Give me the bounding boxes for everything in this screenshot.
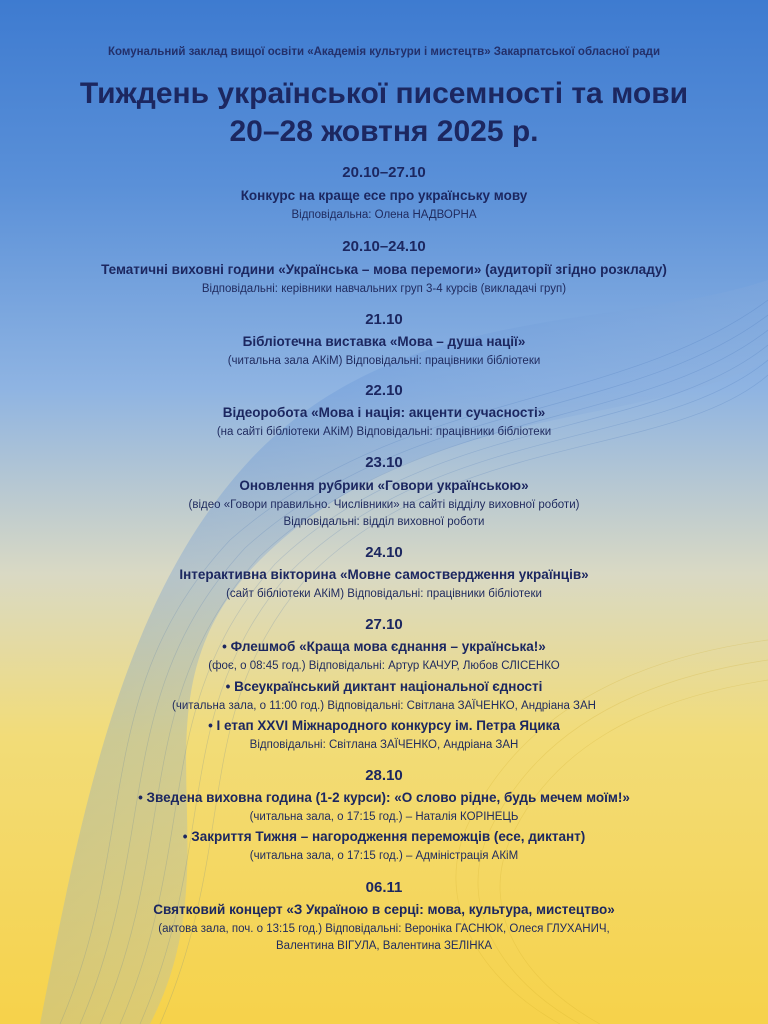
event-date: 06.11 [365, 879, 403, 896]
event-title: Відеоробота «Мова і нація: акценти сучасності» [222, 405, 546, 420]
event-details: (відео «Говори правильно. Числівники» на сайті відділу виховної роботи) [188, 499, 580, 511]
event-details: (на сайті бібліотеки АКіМ) Відповідальні: працівники бібліотеки [216, 426, 552, 438]
event-title: Оновлення рубрики «Говори українською» [239, 478, 529, 493]
event-details: Відповідальні: Світлана ЗАЇЧЕНКО, Андріана ЗАН [249, 739, 519, 751]
event-details: (актова зала, поч. о 13:15 год.) Відповідальні: Вероніка ГАСНЮК, Олеся ГЛУХАНИЧ, [158, 923, 610, 935]
event-title: Бібліотечна виставка «Мова – душа нації» [242, 334, 526, 349]
event-details: (сайт бібліотеки АКіМ) Відповідальні: працівники бібліотеки [226, 588, 542, 600]
event-details: (фоє, о 08:45 год.) Відповідальні: Артур КАЧУР, Любов СЛІСЕНКО [208, 660, 560, 672]
event-details: Валентина ВІГУЛА, Валентина ЗЕЛІНКА [276, 940, 492, 952]
event-date: 22.10 [365, 382, 403, 399]
event-title: Конкурс на краще есе про українську мову [240, 188, 528, 203]
event-title: • Закриття Тижня – нагородження переможців (есе, диктант) [182, 829, 586, 844]
event-date: 21.10 [365, 311, 403, 328]
event-title: Тематичні виховні години «Українська – мова перемоги» (аудиторії згідно розкладу) [101, 262, 667, 277]
event-title: • Флешмоб «Краща мова єднання – українська!» [222, 639, 546, 654]
poster-title: Тиждень української писемності та мови [79, 77, 689, 110]
event-date: 24.10 [365, 544, 403, 561]
institution-name: Комунальний заклад вищої освіти «Академія культури і мистецтв» Закарпатської обласної ради [107, 46, 661, 58]
event-date: 28.10 [365, 767, 403, 784]
poster-dates: 20–28 жовтня 2025 р. [229, 115, 539, 148]
event-details: (читальна зала, о 11:00 год.) Відповідальні: Світлана ЗАЇЧЕНКО, Андріана ЗАН [172, 700, 596, 712]
event-date: 23.10 [365, 454, 403, 471]
event-title: Святковий концерт «З Україною в серці: мова, культура, мистецтво» [153, 902, 615, 917]
event-title: • І етап XXVI Міжнародного конкурсу ім. Петра Яцика [208, 718, 560, 733]
event-title: Інтерактивна вікторина «Мовне самоствердження українців» [179, 567, 589, 582]
event-title: • Зведена виховна година (1-2 курси): «О слово рідне, будь мечем моїм!» [138, 790, 630, 805]
event-details: (читальна зала АКіМ) Відповідальні: працівники бібліотеки [227, 355, 541, 367]
event-details: Відповідальна: Олена НАДВОРНА [291, 209, 477, 221]
event-details: (читальна зала, о 17:15 год.) – Наталія КОРІНЕЦЬ [249, 811, 519, 823]
event-details: (читальна зала, о 17:15 год.) – Адміністрація АКіМ [249, 850, 519, 862]
event-date: 20.10–24.10 [342, 238, 426, 255]
event-date: 27.10 [365, 616, 403, 633]
event-title: • Всеукраїнський диктант національної єдності [225, 679, 543, 694]
event-date: 20.10–27.10 [342, 164, 426, 181]
event-details: Відповідальні: відділ виховної роботи [283, 516, 485, 528]
event-details: Відповідальні: керівники навчальних груп 3-4 курсів (викладачі груп) [201, 283, 567, 295]
